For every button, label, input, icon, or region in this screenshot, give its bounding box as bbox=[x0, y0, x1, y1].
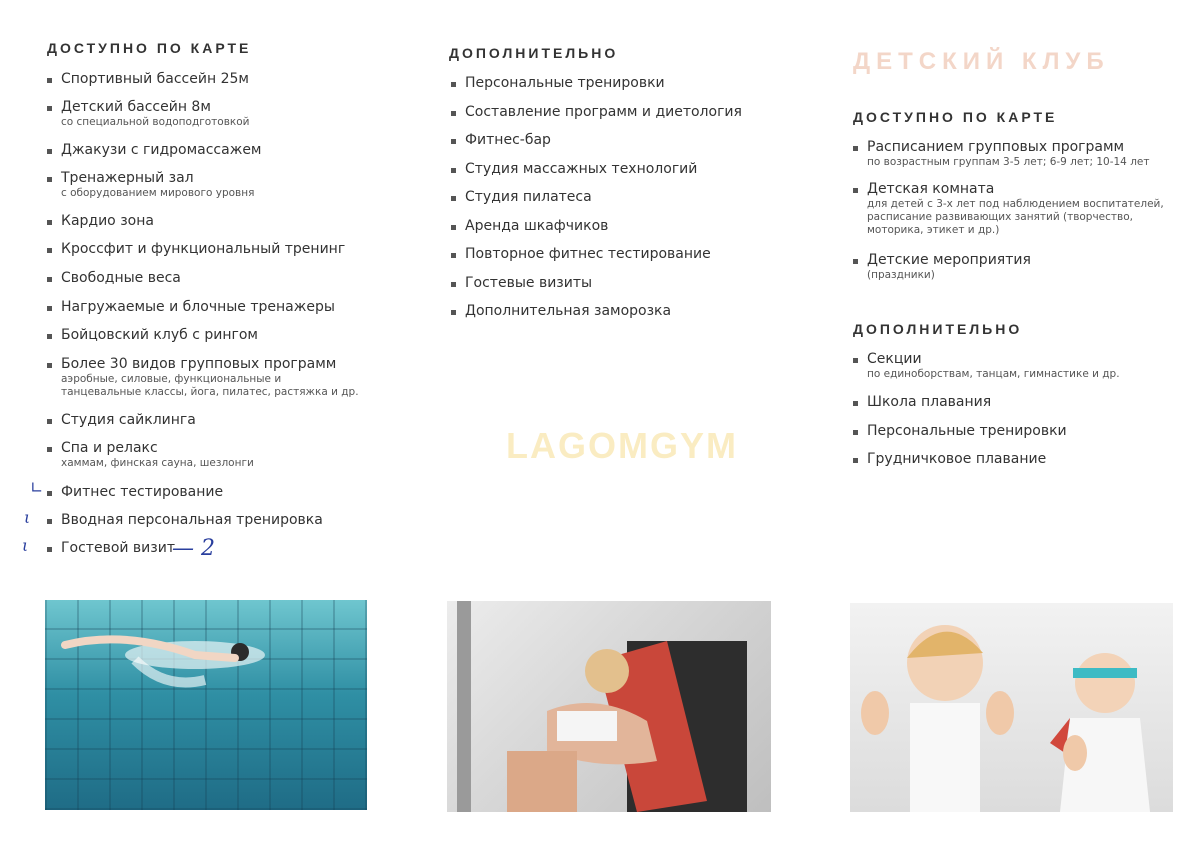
list-item: Детская комната для детей с 3-х лет под наблюдением воспитателей, расписание развивающих занятий (творчество, моторика, этикет и др.) bbox=[853, 180, 1167, 237]
swimmer-photo bbox=[45, 600, 367, 810]
list-item: Тренажерный зал с оборудованием мирового уровня bbox=[47, 169, 387, 200]
list-item: Гостевой визит bbox=[47, 539, 387, 557]
list-item: Грудничковое плавание bbox=[853, 450, 1167, 468]
handwritten-mark: ι bbox=[24, 508, 31, 527]
list-item: Вводная персональная тренировка bbox=[47, 511, 387, 529]
list-item: Студия массажных технологий bbox=[451, 160, 697, 178]
list-item: Дополнительная заморозка bbox=[451, 302, 671, 320]
list-item: Составление программ и диетология bbox=[451, 103, 742, 121]
list-item: Расписанием групповых программ по возрастным группам 3-5 лет; 6-9 лет; 10-14 лет bbox=[853, 138, 1167, 169]
list-item: Более 30 видов групповых программ аэробные, силовые, функциональные и танцевальные классы, йога, пилатес, растяжка и др. bbox=[47, 355, 387, 399]
section-heading: ДОПОЛНИТЕЛЬНО bbox=[449, 45, 619, 61]
kids-photo bbox=[850, 603, 1173, 812]
list-item: Детские мероприятия (праздники) bbox=[853, 251, 1167, 282]
section-heading: ДОПОЛНИТЕЛЬНО bbox=[853, 321, 1023, 337]
list-item: Спа и релакс хаммам, финская сауна, шезлонги bbox=[47, 439, 387, 470]
handwritten-mark: ∟ bbox=[30, 478, 44, 497]
list-item: Спортивный бассейн 25м bbox=[47, 70, 387, 88]
brand-logo-watermark: LAGOMGYM bbox=[506, 425, 738, 466]
kids-illustration bbox=[850, 603, 1173, 812]
fitness-woman-photo bbox=[447, 601, 771, 812]
list-item: Студия пилатеса bbox=[451, 188, 592, 206]
list-item: Гостевые визиты bbox=[451, 274, 592, 292]
fitness-illustration bbox=[447, 601, 771, 812]
kids-club-title: ДЕТСКИЙ КЛУБ bbox=[853, 48, 1110, 75]
section-heading: ДОСТУПНО ПО КАРТЕ bbox=[853, 109, 1058, 125]
swimmer-illustration bbox=[45, 600, 367, 810]
list-item: Повторное фитнес тестирование bbox=[451, 245, 711, 263]
handwritten-note: — 2 bbox=[172, 536, 215, 561]
list-item: Нагружаемые и блочные тренажеры bbox=[47, 298, 387, 316]
list-item: Персональные тренировки bbox=[853, 422, 1167, 440]
list-item: Детский бассейн 8м со специальной водоподготовкой bbox=[47, 98, 387, 129]
list-item: Школа плавания bbox=[853, 393, 1167, 411]
list-item: Персональные тренировки bbox=[451, 74, 665, 92]
list-item: Свободные веса bbox=[47, 269, 387, 287]
list-item: Кроссфит и функциональный тренинг bbox=[47, 240, 387, 258]
list-item: Студия сайклинга bbox=[47, 411, 387, 429]
handwritten-mark: ι bbox=[22, 536, 29, 555]
list-item: Аренда шкафчиков bbox=[451, 217, 608, 235]
list-item: Фитнес-бар bbox=[451, 131, 551, 149]
list-item: Фитнес тестирование bbox=[47, 483, 387, 501]
section-heading: ДОСТУПНО ПО КАРТЕ bbox=[47, 40, 252, 56]
list-item: Джакузи с гидромассажем bbox=[47, 141, 387, 159]
list-item: Секции по единоборствам, танцам, гимнастике и др. bbox=[853, 350, 1167, 381]
list-item: Кардио зона bbox=[47, 212, 387, 230]
list-item: Бойцовский клуб с рингом bbox=[47, 326, 387, 344]
